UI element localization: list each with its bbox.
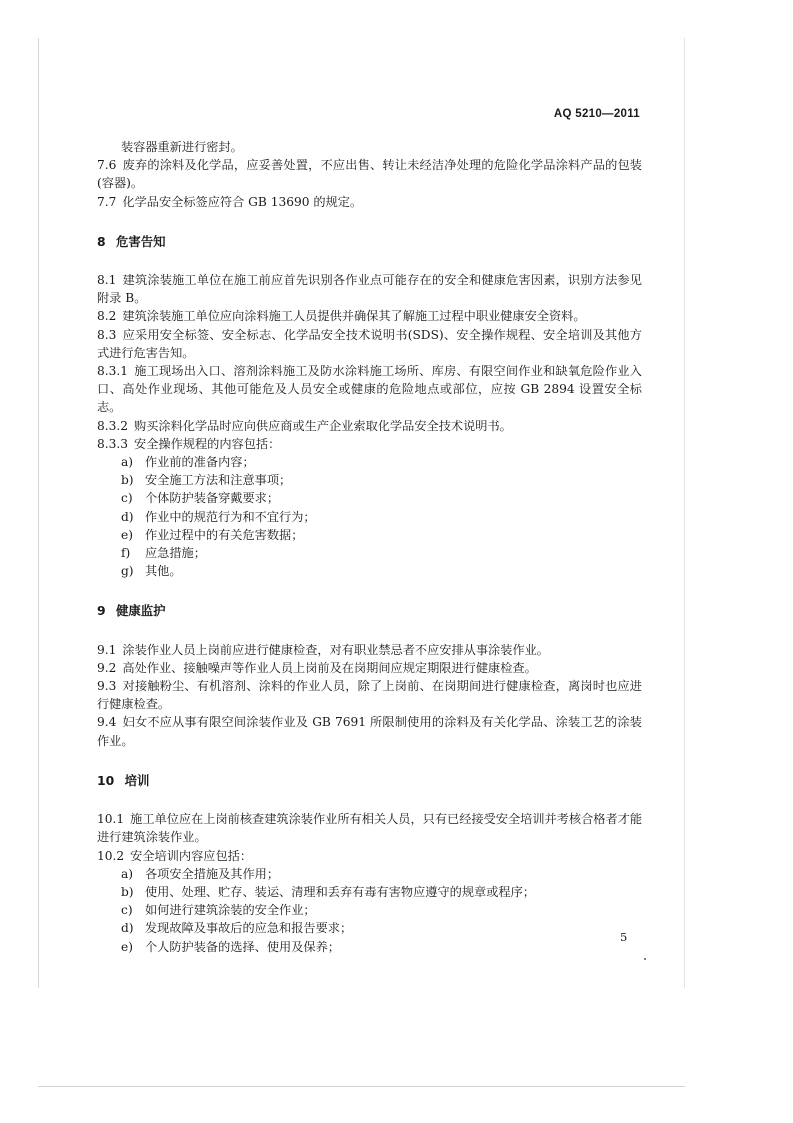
paragraph-7-7	[97, 193, 642, 211]
list-text: 作业过程中的有关危害数据；	[145, 527, 304, 542]
paragraph-9-1	[97, 641, 642, 659]
section-heading-8	[97, 233, 642, 251]
list-text: 作业中的规范行为和不宜行为；	[145, 509, 316, 524]
clause-number: 7.7	[97, 194, 117, 209]
clause-number: 8.3.3	[97, 436, 129, 451]
clause-number: 7.6	[97, 158, 117, 173]
clause-number: 9.1	[97, 642, 117, 657]
paragraph-9-2	[97, 659, 642, 677]
scan-edge-right	[684, 38, 685, 988]
list-text: 应急措施；	[145, 546, 206, 561]
clause-number: 8.1	[97, 273, 117, 288]
list-item	[97, 471, 642, 489]
paragraph-text: 施工单位应在上岗前核查建筑涂装作业所有相关人员，只有已经接受安全培训并考核合格者才能进行建筑涂装作业。	[97, 812, 643, 845]
clause-number: 9.2	[97, 660, 117, 675]
paragraph-10-1	[97, 810, 642, 846]
paragraph-8-2	[97, 307, 642, 325]
paragraph-text: 建筑涂装施工单位在施工前应首先识别各作业点可能存在的安全和健康危害因素，识别方法参见附录 B。	[97, 273, 642, 306]
section-number: 9	[97, 603, 106, 619]
page-number: 5	[620, 930, 628, 944]
list-marker: a)	[121, 455, 134, 470]
section-heading-10	[97, 772, 642, 790]
paragraph-8-3	[97, 326, 642, 362]
list-text: 如何进行建筑涂装的安全作业；	[145, 903, 316, 918]
paragraph-7-6	[97, 156, 642, 192]
list-marker: c)	[121, 903, 133, 918]
paragraph-text: 妇女不应从事有限空间涂装作业及 GB 7691 所限制使用的涂料及有关化学品、涂装工艺的涂装作业。	[97, 715, 642, 748]
clause-number: 8.3.1	[97, 364, 129, 379]
paragraph-continuation	[97, 138, 642, 156]
paragraph-text: 建筑涂装施工单位应向涂料施工人员提供并确保其了解施工过程中职业健康安全资料。	[122, 309, 586, 324]
clause-number: 10.1	[97, 812, 125, 827]
scan-speck	[644, 958, 646, 960]
paragraph-8-3-2	[97, 417, 642, 435]
paragraph-text: 安全培训内容应包括：	[130, 848, 253, 863]
list-marker: d)	[121, 509, 134, 524]
list-item	[97, 938, 642, 956]
paragraph-text: 施工现场出入口、溶剂涂料施工及防水涂料施工场所、库房、有限空间作业和缺氧危险作业入口、高处作业现场、其他可能危及人员安全或健康的危险地点或部位，应按 GB 2894 设置安全标志。	[97, 364, 642, 415]
list-item	[97, 453, 642, 471]
paragraph-text: 废弃的涂料及化学品，应妥善处置，不应出售、转让未经洁净处理的危险化学品涂料产品的包装(容器)。	[97, 158, 642, 191]
paragraph-text: 涂装作业人员上岗前应进行健康检查，对有职业禁忌者不应安排从事涂装作业。	[122, 642, 549, 657]
clause-number: 10.2	[97, 848, 125, 863]
paragraph-text: 安全操作规程的内容包括：	[134, 436, 281, 451]
list-marker: e)	[121, 939, 133, 954]
paragraph-text: 对接触粉尘、有机溶剂、涂料的作业人员，除了上岗前、在岗期间进行健康检查，离岗时也应进行健康检查。	[97, 679, 642, 712]
section-title: 危害告知	[115, 233, 166, 249]
scan-bottom-rule	[38, 1086, 685, 1087]
list-item	[97, 901, 642, 919]
list-item	[97, 526, 642, 544]
list-item	[97, 489, 642, 507]
list-marker: c)	[121, 491, 133, 506]
list-text: 发现故障及事故后的应急和报告要求；	[145, 921, 353, 936]
paragraph-text: 高处作业、接触噪声等作业人员上岗前及在岗期间应规定期限进行健康检查。	[122, 660, 537, 675]
section-number: 8	[97, 233, 106, 249]
clause-number: 8.3	[97, 327, 117, 342]
standard-code: AQ 5210—2011	[553, 108, 640, 120]
list-text: 个体防护装备穿戴要求；	[145, 491, 280, 506]
document-body	[97, 138, 642, 956]
list-marker: d)	[121, 921, 134, 936]
list-marker: e)	[121, 527, 133, 542]
list-text: 作业前的准备内容；	[145, 455, 255, 470]
paragraph-8-3-3	[97, 435, 642, 453]
paragraph-10-2	[97, 847, 642, 865]
paragraph-9-3	[97, 677, 642, 713]
clause-number: 9.4	[97, 715, 117, 730]
clause-number: 9.3	[97, 679, 117, 694]
list-item	[97, 544, 642, 562]
paragraph-9-4	[97, 713, 642, 749]
list-item	[97, 919, 642, 937]
section-heading-9	[97, 602, 642, 620]
list-marker: a)	[121, 866, 134, 881]
list-marker: b)	[121, 884, 134, 899]
section-number: 10	[97, 772, 115, 788]
paragraph-text: 应采用安全标签、安全标志、化学品安全技术说明书(SDS)、安全操作规程、安全培训及其他方式进行危害告知。	[97, 327, 642, 360]
list-marker: g)	[121, 564, 134, 579]
list-item	[97, 508, 642, 526]
list-text: 使用、处理、贮存、装运、清理和丢弃有毒有害物应遵守的规章或程序；	[145, 884, 535, 899]
list-text: 个人防护装备的选择、使用及保养；	[145, 939, 340, 954]
paragraph-text: 购买涂料化学品时应向供应商或生产企业索取化学品安全技术说明书。	[134, 418, 512, 433]
list-text: 安全施工方法和注意事项；	[145, 473, 292, 488]
paragraph-text: 化学品安全标签应符合 GB 13690 的规定。	[122, 194, 363, 209]
paragraph-text: 装容器重新进行密封。	[121, 140, 243, 154]
clause-number: 8.3.2	[97, 418, 129, 433]
scan-edge-left	[38, 38, 39, 988]
paragraph-8-3-1	[97, 362, 642, 417]
list-marker: b)	[121, 473, 134, 488]
section-title: 健康监护	[115, 603, 166, 619]
list-item	[97, 562, 642, 580]
list-text: 各项安全措施及其作用；	[145, 866, 280, 881]
section-title: 培训	[124, 772, 150, 788]
list-text: 其他。	[145, 564, 182, 579]
clause-number: 8.2	[97, 309, 117, 324]
paragraph-8-1	[97, 271, 642, 307]
list-item	[97, 883, 642, 901]
list-item	[97, 865, 642, 883]
list-marker: f)	[121, 546, 131, 561]
